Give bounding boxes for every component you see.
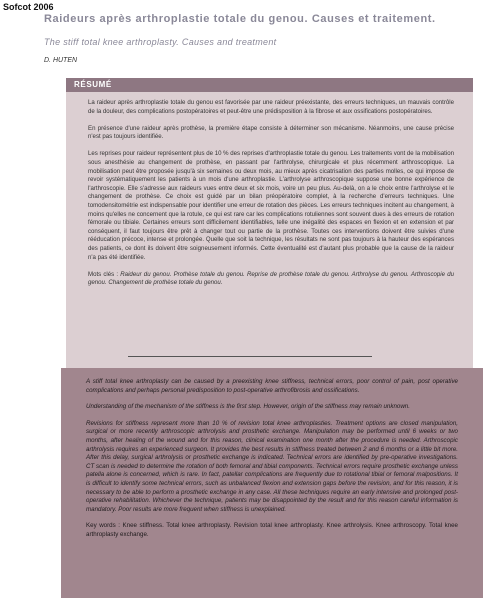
- resume-paragraph: La raideur après arthroplastie totale du genou est favorisée par une raideur préexistante, des erreurs techniques, un mauvais contrôle de la douleur, des complications postopératoires et peut-être une prédisposition à la fibrose et aux ossifications postopératoires.: [88, 99, 454, 115]
- resume-keywords-label: Mots clés :: [88, 270, 119, 278]
- abstract-text: [86, 378, 458, 548]
- journal-header: Sofcot 2006: [3, 2, 54, 12]
- abstract-paragraph: Revisions for stiffness represent more than 10 % of revision total knee arthroplasties. Treatment options are closed manipulation, surgical or more recently arthroscopic arthrolysis and prosthetic exchange. Manipulation may be performed until 6 weeks or two months, after healing of the wound and for this reason, clinical examination one month after the procedure is needed. Arthroscopic arthrolysis requires an experienced surgeon. It provides the best results in stiffness treated between 2 and 6 months or a little bit more. After this delay, surgical arthrolysis or prosthetic exchange is indicated. Technical errors are identified by pre-operative investigations. CT scan is needed to determine the rotation of both femoral and tibial components. Technical errors require prosthetic exchange unless patella alone is concerned, which is rare. In fact, patellar complications are frequently due to rotational tibial or femoral malpositions. It is difficult to identify some technical errors, such as unbalanced flexion and extension gaps before the revision, and for this reason, it is necessary to be able to perform a prosthetic exchange in any case. All these techniques require an early intensive and prolonged post-operative rehabilitation. Whichever the technique, patients may be disappointed by the result and for this reason careful information is mandatory. Poor results are more frequent when stiffness is unexplained.: [86, 419, 458, 513]
- resume-text: [88, 99, 454, 296]
- resume-keywords: [88, 271, 454, 288]
- resume-keywords-values: Raideur du genou. Prothèse totale du genou. Reprise de prothèse totale du genou. Arthrolyse du genou. Arthroscopie du genou. Changement de prothèse totale du genou.: [88, 270, 454, 287]
- abstract-section: [61, 368, 483, 598]
- abstract-paragraph: A stiff total knee arthroplasty can be caused by a preexisting knee stiffness, technical errors, poor control of pain, post operative complications and perhaps personal predisposition to post-operative arthrofibrosis and ossifications.: [86, 378, 458, 394]
- section-divider: [128, 356, 372, 357]
- abstract-paragraph: Understanding of the mechanism of the stiffness is the first step. However, origin of the stiffness may remain unknown.: [86, 403, 410, 411]
- abstract-keywords: [86, 522, 458, 539]
- article-title: Raideurs après arthroplastie totale du genou. Causes et traitement.: [44, 13, 436, 25]
- abstract-keywords-label: Key words :: [86, 522, 120, 530]
- article-author: D. HUTEN: [44, 57, 78, 64]
- article-subtitle: The stiff total knee arthroplasty. Causes and treatment: [44, 37, 277, 47]
- abstract-keywords-values: Knee stiffness. Total knee arthroplasty. Revision total knee arthroplasty. Knee arthrolysis. Knee arthroscopy. Total knee arthroplasty exchange.: [86, 522, 458, 538]
- resume-paragraph: Les reprises pour raideur représentent plus de 10 % des reprises d'arthroplastie totale du genou. Les traitements vont de la mobilisation sous anesthésie au changement de prothèse, en passant par l'arthrolyse, chirurgicale et plus récemment arthroscopique. La mobilisation peut être proposée jusqu'à six semaines ou deux mois, au mieux après cicatrisation des parties molles, ce qui impose de revoir systématiquement les patients à un mois d'une arthroplastie. L'arthrolyse arthroscopique suppose une bonne expérience de l'arthroscopie. Elle s'adresse aux raideurs vues entre deux et six mois, voire un peu plus. Au-delà, on a le choix entre l'arthrolyse et le changement de prothèse. Ce choix est guidé par un bilan préopératoire complet, à la recherche d'erreurs techniques. Une tomodensitométrie est indispensable pour identifier une erreur de rotation des pièces. Les erreurs techniques incitent au changement, à moins qu'elles ne concernent que la rotule, ce qui est rare car les complications rotuliennes sont souvent dues à des erreurs de rotation fémorale ou tibiale. Certaines erreurs sont difficilement identifiables, telle une inégalité des espaces en flexion et en extension et par conséquent, il faut toujours être prêt à changer tout ou partie de la prothèse. Toutes ces interventions doivent être suivies d'une rééducation précoce, intense et prolongée. Quelle que soit la technique, les résultats ne sont pas toujours à la hauteur des espérances des patients, ce dont ils doivent être soigneusement informés. Cette éventualité est d'autant plus probable que la cause de la raideur n'a pas été identifiée.: [88, 150, 454, 261]
- resume-section: [66, 78, 473, 390]
- resume-paragraph: En présence d'une raideur après prothèse, la première étape consiste à déterminer son mécanisme. Néanmoins, une cause précise n'est pas toujours identifiée.: [88, 124, 454, 141]
- resume-heading: RÉSUMÉ: [66, 78, 473, 92]
